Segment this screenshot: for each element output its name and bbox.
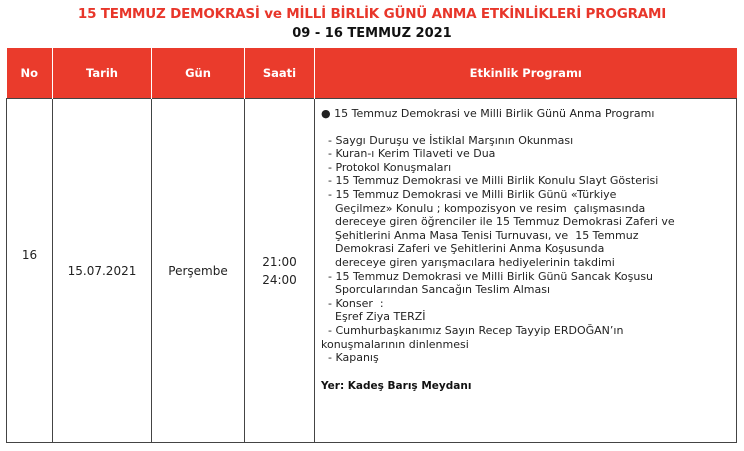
program-item: - Saygı Duruşu ve İstiklal Marşının Okunması [321, 133, 574, 147]
venue-label: Yer: Kadeş Barış Meydanı [321, 379, 472, 392]
program-item: - 15 Temmuz Demokrasi ve Milli Birlik Günü «Türkiye [321, 187, 617, 201]
program-item: - 15 Temmuz Demokrasi ve Milli Birlik Konulu Slayt Gösterisi [321, 174, 659, 188]
program-item: - Kapanış [321, 351, 379, 365]
program-item: Geçilmez» Konulu ; kompozisyon ve resim çalışmasında [321, 201, 646, 215]
column-header-no: No [7, 48, 53, 99]
program-item: - Kuran-ı Kerim Tilaveti ve Dua [321, 147, 496, 161]
program-title: ● 15 Temmuz Demokrasi ve Milli Birlik Günü Anma Programı [321, 107, 655, 120]
column-header-date: Tarih [53, 48, 152, 99]
program-item: Demokrasi Zaferi ve Şehitlerini Anma Koşusunda [321, 242, 605, 256]
program-item: - Konser : [321, 296, 384, 310]
program-table [6, 48, 737, 443]
page-subtitle: 09 - 16 TEMMUZ 2021 [292, 26, 452, 41]
program-item: dereceye giren öğrenciler ile 15 Temmuz Demokrasi Zaferi ve [321, 215, 675, 229]
page-title: 15 TEMMUZ DEMOKRASİ ve MİLLİ BİRLİK GÜNÜ ANMA ETKİNLİKLERİ PROGRAMI [77, 6, 667, 22]
time-start: 21:00 [262, 254, 297, 269]
cell-time [245, 99, 315, 443]
cell-program [315, 99, 737, 443]
program-item: Eşref Ziya TERZİ [321, 310, 426, 324]
column-header-program: Etkinlik Programı [315, 48, 737, 99]
program-item: konuşmalarının dinlenmesi [321, 337, 469, 351]
cell-day: Perşembe [152, 99, 245, 443]
table-row [7, 99, 737, 443]
program-item: - Cumhurbaşkanımız Sayın Recep Tayyip ERDOĞAN’ın [321, 323, 624, 337]
row-number: 16 [21, 247, 38, 262]
program-item: - 15 Temmuz Demokrasi ve Milli Birlik Günü Sancak Koşusu [321, 269, 654, 283]
time-end: 24:00 [262, 272, 297, 287]
program-items [321, 134, 730, 365]
program-item: dereceye giren yarışmacılara hediyelerinin takdimi [321, 255, 615, 269]
table-header-row [7, 48, 737, 99]
program-item: - Protokol Konuşmaları [321, 160, 452, 174]
column-header-time: Saati [245, 48, 315, 99]
column-header-day: Gün [152, 48, 245, 99]
program-item: Şehitlerini Anma Masa Tenisi Turnuvası, ve 15 Temmuz [321, 228, 639, 242]
cell-date: 15.07.2021 [53, 99, 152, 443]
program-item: Sporcularından Sancağın Teslim Alması [321, 283, 551, 297]
cell-no [7, 99, 53, 443]
